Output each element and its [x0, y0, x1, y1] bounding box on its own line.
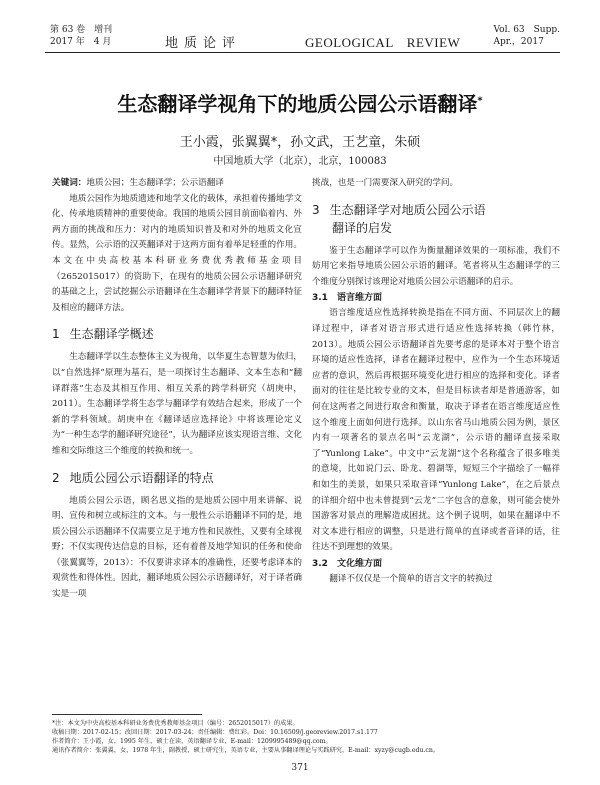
section-number: 1: [52, 327, 60, 342]
subsection-3-1-heading: [312, 290, 560, 306]
section-3-paragraph: 鉴于生态翻译学可以作为衡量翻译效果的一项标准，我们不妨用它来指导地质公园公示语的翻译。笔者将从生态翻译学的三个维度分别探讨该理论对地质公园公示语翻译的启示。: [312, 245, 560, 287]
date-en: Apr.，2017: [493, 37, 544, 47]
footnote-corresponding: 通讯作者简介：张翼翼，女，1978 年生，副教授，硕士研究生，英语专业，主要从事翻译理论与实践研究，E-mail：xyzy@cugb.edu.cn。: [52, 747, 440, 754]
section-2-paragraph: 地质公园公示语，顾名思义指的是地质公园中用来讲解、说明、宣传和树立或标注的文本。与一般性公示语翻译不同的是，地质公园公示语翻译不仅需要立足于地方性和民族性，又要有全球视野；不仅实现传达信息的目标，还有着普及地学知识的任务和使命（张翼翼等，2013）：不仅要讲求译本的准确性，还要考虑译本的观赏性和得体性。因此，翻译地质公园公示语翻译好，对于译者确实是一项: [52, 495, 302, 600]
section-3-heading: [312, 201, 560, 237]
journal-name-cn: 地质论评: [165, 36, 242, 51]
subsection-title: 文化维方面: [336, 558, 382, 569]
right-column: [312, 176, 560, 587]
subsection-3-2-heading: [312, 556, 560, 572]
intro-paragraph: 地质公园作为地质遗迹和地学文化的载体，承担着传播地学文化、传承地质精神的重要使命。我国的地质公园目前面临着内、外两方面的挑战和压力：对内的地质知识普及和对外的地质文化宣传。显然，公示语的汉英翻译对于这两方面有着举足轻重的作用。本文在中央高校基本科研业务费优秀教师基金项目（2652015017）的资助下，在现有的地质公园公示语翻译研究的基础之上，尝试挖掘公示语翻译在生态翻译学背景下的翻译特征及相应的翻译方法。: [52, 193, 302, 313]
footnote-rule: [52, 714, 202, 715]
keywords: [52, 176, 302, 192]
subsection-3-2-paragraph: 翻译不仅仅是一个简单的语言文字的转换过: [329, 573, 493, 584]
title-text: 生态翻译学视角下的地质公园公示语翻译: [117, 92, 478, 116]
page-number: 371: [291, 763, 309, 773]
article-title: [40, 88, 560, 117]
running-header-left: [50, 24, 112, 48]
footnote-author: 作者简介：王小霞，女，1995 年生，硕士在读，英语翻译专业，E-mail：1209995489@qq.com。: [52, 738, 332, 745]
journal-name-en: GEOLOGICAL REVIEW: [305, 35, 461, 50]
keywords-text: 地质公园；生态翻译学；公示语翻译: [86, 178, 224, 188]
section-number: 2: [52, 470, 60, 485]
section-2-heading: [52, 469, 302, 487]
title-footnote-mark: *: [477, 95, 483, 107]
continued-paragraph: 挑战，也是一门需要深入研究的学问。: [312, 178, 459, 188]
left-column: [52, 176, 302, 603]
running-header-right: [494, 24, 561, 48]
section-number: 3: [312, 202, 320, 217]
subsection-title: 语言维方面: [336, 293, 382, 304]
footnote-dates: 收稿日期：2017-02-15；改回日期：2017-03-24；责任编辑：费红彩。Doi：10.16509/j.georeview.2017.s1.177: [52, 729, 378, 736]
subsection-number: 3.1: [312, 293, 328, 304]
volume-en: Vol. 63 Supp.: [493, 25, 560, 35]
section-title: 地质公园公示语翻译的特点: [69, 470, 214, 485]
affiliation: 中国地质大学（北京），北京，100083: [213, 156, 387, 167]
section-title: 生态翻译学概述: [69, 327, 154, 342]
author-list: 王小霞，张翼翼*，孙文武，王艺童，朱硕: [179, 135, 421, 150]
section-1-paragraph: 生态翻译学以生态整体主义为视角，以华夏生态智慧为依归，以“自然选择”原理为基石，是一项探讨生态翻译、文本生态和“翻译群落”生态及其相互作用、相互关系的跨学科研究（胡庚申，2011）。生态翻译学将生态学与翻译学有效结合起来，形成了一个新的学科领域。胡庚申在《翻译适应选择论》中将该理论定义为“一种生态学的翻译研究途径”，认为翻译应该实现语言维、文化维和交际维这三个维度的转换和统一。: [52, 352, 302, 456]
header-rule: [45, 52, 560, 53]
section-title-line-1: 生态翻译学对地质公园公示语: [329, 202, 486, 217]
date-cn: 2017 年 4 月: [50, 37, 112, 47]
section-1-heading: [52, 325, 302, 343]
subsection-3-1-paragraph: 语言维度适应性选择转换是指在不同方面、不同层次上的翻译过程中，译者对语言形式进行适应性选择转换（韩竹林，2013）。地质公园公示语翻译首先要考虑的是译本对于整个语言环境的适应性选择，译者在翻译过程中，应作为一个生态环境适应者的意识，然后再根据环境变化进行相应的选择和变化。译者面对的往往是比较专业的文本，但是目标读者却是普通游客，如何在这两者之间进行取舍和衡量，取决于译者在语言维度适应性这个维度上面如何进行选择。以山东省马山地质公园为例，景区内有一项著名的景点名叫“云龙湖”，公示语的翻译直接采取了“Yunlong Lake”。中文中“云龙湖”这个名称蕴含了很多唯美的意境，比如说门云、卧龙、碧湖等，短短三个字描绘了一幅祥和如生的美景，如果只采取音译“Yunlong Lake”，在之后景点的详细介绍中也未曾提到“云龙”二字包含的意象，则可能会使外国游客对景点的理解造成困扰。这个例子说明，如果在翻译中不对文本进行相应的调整，只是进行简单的直译或者音译的话，往往达不到理想的效果。: [312, 308, 560, 553]
subsection-number: 3.2: [312, 558, 328, 569]
footnotes: [52, 719, 560, 755]
footnote-funding: *注：本文为中央高校基本科研业务费优秀教师基金项目（编号：2652015017）的成果。: [52, 720, 299, 727]
volume-cn: 第 63 卷 增刊: [50, 25, 113, 35]
keywords-label: 关键词：: [52, 178, 87, 188]
section-title-line-2: 翻译的启发: [332, 220, 393, 235]
